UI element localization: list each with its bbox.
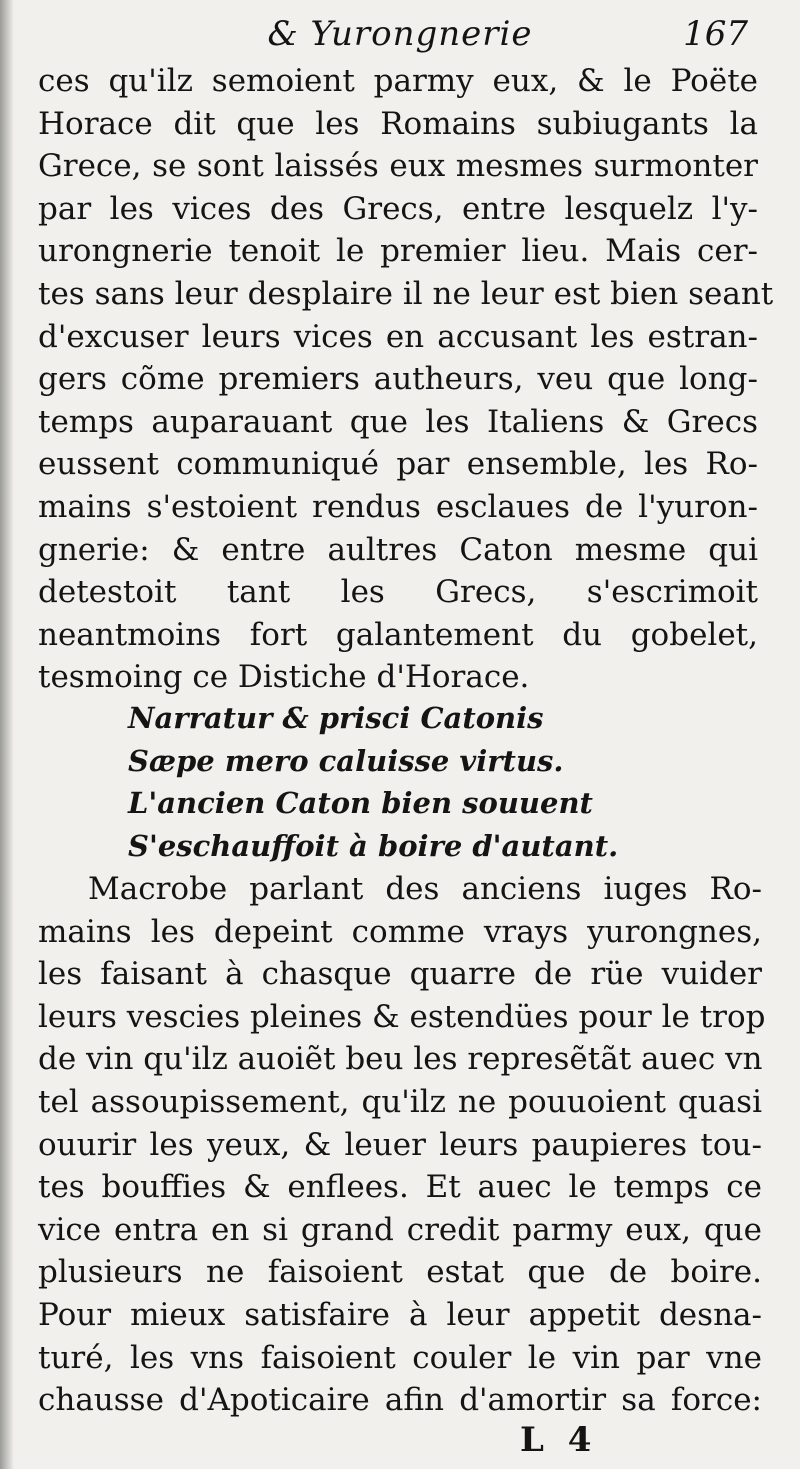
text-line: gers cõme premiers autheurs, veu que long- [38, 361, 758, 398]
text-line: tes sans leur desplaire il ne leur est bien seant [38, 275, 774, 312]
page-header [0, 6, 800, 58]
verse-line: Sæpe mero caluisse virtus. [128, 743, 564, 778]
text-line: turé, les vns faisoient couler le vin par vne [38, 1339, 762, 1376]
paragraph-1 [38, 60, 774, 699]
text-line: ces qu'ilz semoient parmy eux, & le Poëte [38, 63, 758, 99]
text-line: urongnerie tenoit le premier lieu. Mais cer- [38, 233, 758, 270]
text-line: chausse d'Apoticaire afin d'amortir sa force: [38, 1382, 762, 1419]
verse-line: L'ancien Caton bien souuent [128, 786, 593, 821]
page-gutter-shadow [0, 0, 14, 1469]
text-line: par les vices des Grecs, entre lesquelz l'y- [38, 190, 758, 227]
verse-line: S'eschauffoit à boire d'autant. [128, 828, 619, 863]
text-line: d'excuser leurs vices en accusant les estran- [38, 318, 758, 355]
text-line: tesmoing ce Distiche d'Horace. [38, 659, 530, 696]
text-line: tes bouffies & enflees. Et auec le temps ce [38, 1169, 762, 1206]
text-line: ouurir les yeux, & leuer leurs paupieres tou- [38, 1126, 762, 1163]
paragraph-2 [38, 868, 766, 1422]
text-line: detestoit tant les Grecs, s'escrimoit [38, 574, 758, 611]
running-head: & Yurongnerie [267, 14, 533, 54]
text-line: les faisant à chasque quarre de rüe vuider [38, 956, 762, 993]
text-line: Macrobe parlant des anciens iuges Ro- [88, 871, 762, 907]
text-line: plusieurs ne faisoient estat que de boire. [38, 1254, 762, 1291]
text-line: neantmoins fort galantement du gobelet, [38, 616, 758, 653]
text-line: eussent communiqué par ensemble, les Ro- [38, 446, 758, 483]
text-line: Pour mieux satisfaire à leur appetit desna- [38, 1296, 762, 1333]
text-line: de vin qu'ilz auoiẽt beu les represẽtãt auec vn [38, 1041, 763, 1078]
verse-line: Narratur & prisci Catonis [128, 701, 544, 735]
text-line: mains s'estoient rendus esclaues de l'yuron- [38, 488, 758, 525]
page-number: 167 [683, 14, 748, 54]
latin-distich-quote [128, 697, 688, 867]
text-line: Horace dit que les Romains subiugants la [38, 105, 758, 142]
text-line: vice entra en si grand credit parmy eux, que [38, 1211, 762, 1248]
text-line: Grece, se sont laissés eux mesmes surmonter [38, 148, 758, 185]
signature-mark: L 4 [520, 1420, 598, 1460]
text-line: temps auparauant que les Italiens & Grecs [38, 403, 758, 440]
text-line: leurs vescies pleines & estendües pour le trop [38, 998, 766, 1035]
text-line: tel assoupissement, qu'ilz ne pouuoient quasi [38, 1083, 762, 1120]
text-line: mains les depeint comme vrays yurongnes, [38, 913, 762, 950]
text-line: gnerie: & entre aultres Caton mesme qui [38, 531, 758, 568]
